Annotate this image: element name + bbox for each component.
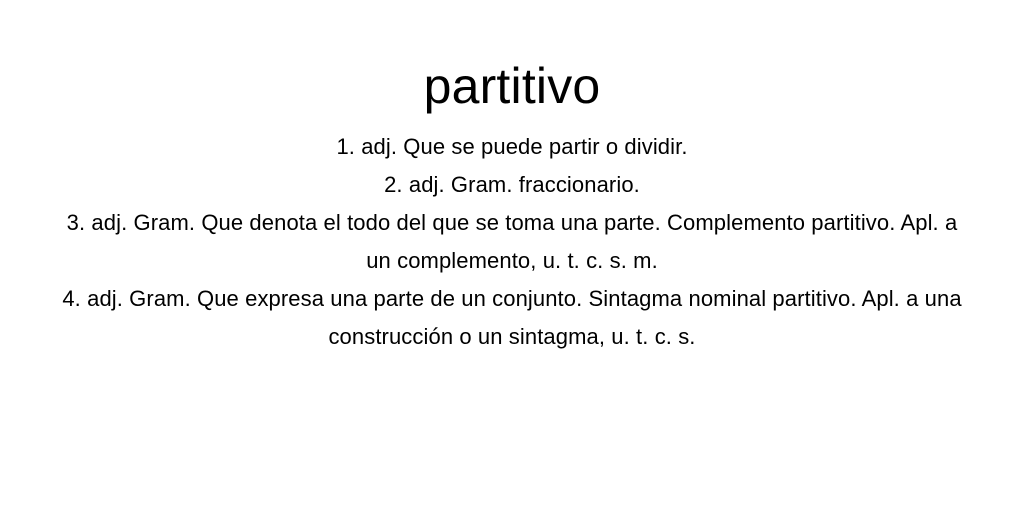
definition-2: 2. adj. Gram. fraccionario. (384, 172, 640, 197)
definitions-list (52, 128, 972, 356)
definition-3: 3. adj. Gram. Que denota el todo del que se toma una parte. Complemento partitivo. Apl. a un complemento, u. t. c. s. m. (66, 210, 958, 273)
definition-1: 1. adj. Que se puede partir o dividir. (336, 134, 688, 159)
definition-4: 4. adj. Gram. Que expresa una parte de un conjunto. Sintagma nominal partitivo. Apl. a una construcción o un sintagma, u. t. c. s. (62, 286, 962, 349)
headword: partitivo (423, 58, 601, 114)
